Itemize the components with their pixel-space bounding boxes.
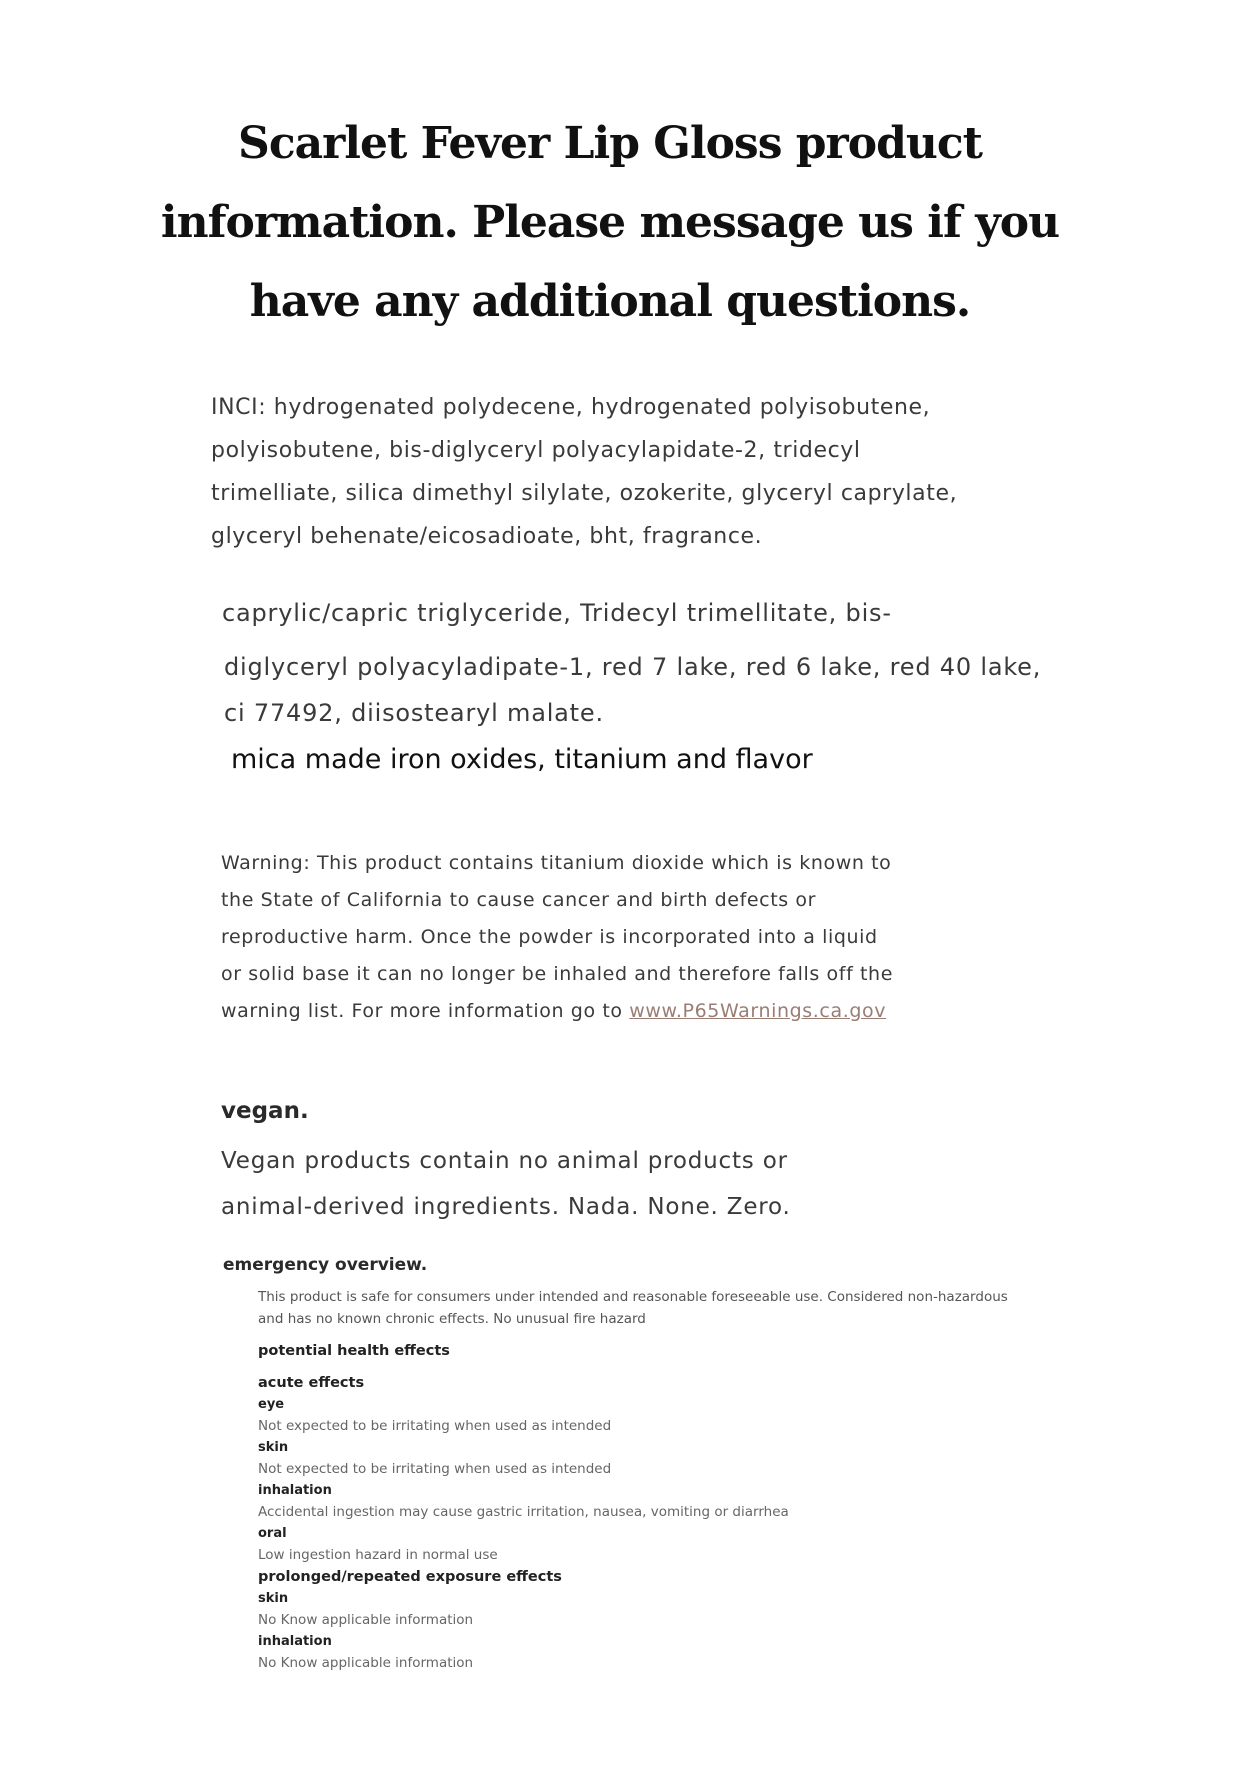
- effect-value: No Know applicable information: [258, 1655, 474, 1671]
- title-line: information. Please message us if you: [160, 197, 1060, 248]
- effect-value: No Know applicable information: [258, 1612, 474, 1628]
- overview-text: and has no known chronic effects. No unusual fire hazard: [258, 1311, 646, 1327]
- warning-line: Warning: This product contains titanium dioxide which is known to: [221, 852, 892, 874]
- emergency-overview-heading: emergency overview.: [223, 1255, 428, 1275]
- effect-label: oral: [258, 1526, 287, 1541]
- prolonged-effects-heading: prolonged/repeated exposure effects: [258, 1569, 562, 1585]
- ingredient-line: ci 77492, diisostearyl malate.: [224, 699, 604, 727]
- inci-line: INCI: hydrogenated polydecene, hydrogenated polyisobutene,: [211, 395, 931, 420]
- effect-value: Not expected to be irritating when used as intended: [258, 1461, 612, 1477]
- effect-label: skin: [258, 1440, 289, 1455]
- vegan-line: animal-derived ingredients. Nada. None. Zero.: [221, 1194, 791, 1220]
- effect-value: Accidental ingestion may cause gastric irritation, nausea, vomiting or diarrhea: [258, 1504, 789, 1520]
- p65-warnings-link[interactable]: www.P65Warnings.ca.gov: [629, 1000, 887, 1022]
- inci-line: glyceryl behenate/eicosadioate, bht, fragrance.: [211, 524, 763, 549]
- prop65-warning: [221, 845, 893, 1030]
- ingredient-line: caprylic/capric triglyceride, Tridecyl trimellitate, bis-: [222, 599, 892, 627]
- ingredient-line: diglyceryl polyacyladipate-1, red 7 lake, red 6 lake, red 40 lake,: [224, 653, 1042, 681]
- potential-health-effects-heading: potential health effects: [258, 1343, 450, 1359]
- title-line: have any additional questions.: [249, 276, 971, 327]
- warning-line: or solid base it can no longer be inhaled and therefore falls off the: [221, 963, 893, 985]
- inci-line: polyisobutene, bis-diglyceryl polyacylapidate-2, tridecyl: [211, 438, 861, 463]
- warning-last-text: warning list. For more information go to: [221, 1000, 630, 1022]
- emergency-overview: [258, 1286, 1008, 1674]
- inci-ingredients: [211, 386, 957, 558]
- additional-ingredients: [224, 590, 1041, 736]
- effect-label: eye: [258, 1397, 285, 1412]
- vegan-line: Vegan products contain no animal products or: [221, 1148, 788, 1174]
- vegan-description: [221, 1138, 791, 1230]
- effect-label: skin: [258, 1591, 289, 1606]
- inci-line: trimelliate, silica dimethyl silylate, ozokerite, glyceryl caprylate,: [211, 481, 958, 506]
- warning-line: [221, 993, 893, 1030]
- title-line: Scarlet Fever Lip Gloss product: [238, 118, 982, 169]
- effect-label: inhalation: [258, 1634, 332, 1649]
- mica-note: mica made iron oxides, titanium and flavor: [231, 744, 813, 775]
- warning-line: reproductive harm. Once the powder is incorporated into a liquid: [221, 926, 878, 948]
- effect-value: Not expected to be irritating when used as intended: [258, 1418, 612, 1434]
- page-title: [140, 104, 1080, 341]
- warning-line: the State of California to cause cancer and birth defects or: [221, 889, 817, 911]
- overview-text: This product is safe for consumers under intended and reasonable foreseeable use. Considered non-hazardous: [258, 1289, 1008, 1305]
- vegan-heading: vegan.: [221, 1098, 309, 1124]
- effect-label: inhalation: [258, 1483, 332, 1498]
- effect-value: Low ingestion hazard in normal use: [258, 1547, 498, 1563]
- acute-effects-heading: acute effects: [258, 1375, 365, 1391]
